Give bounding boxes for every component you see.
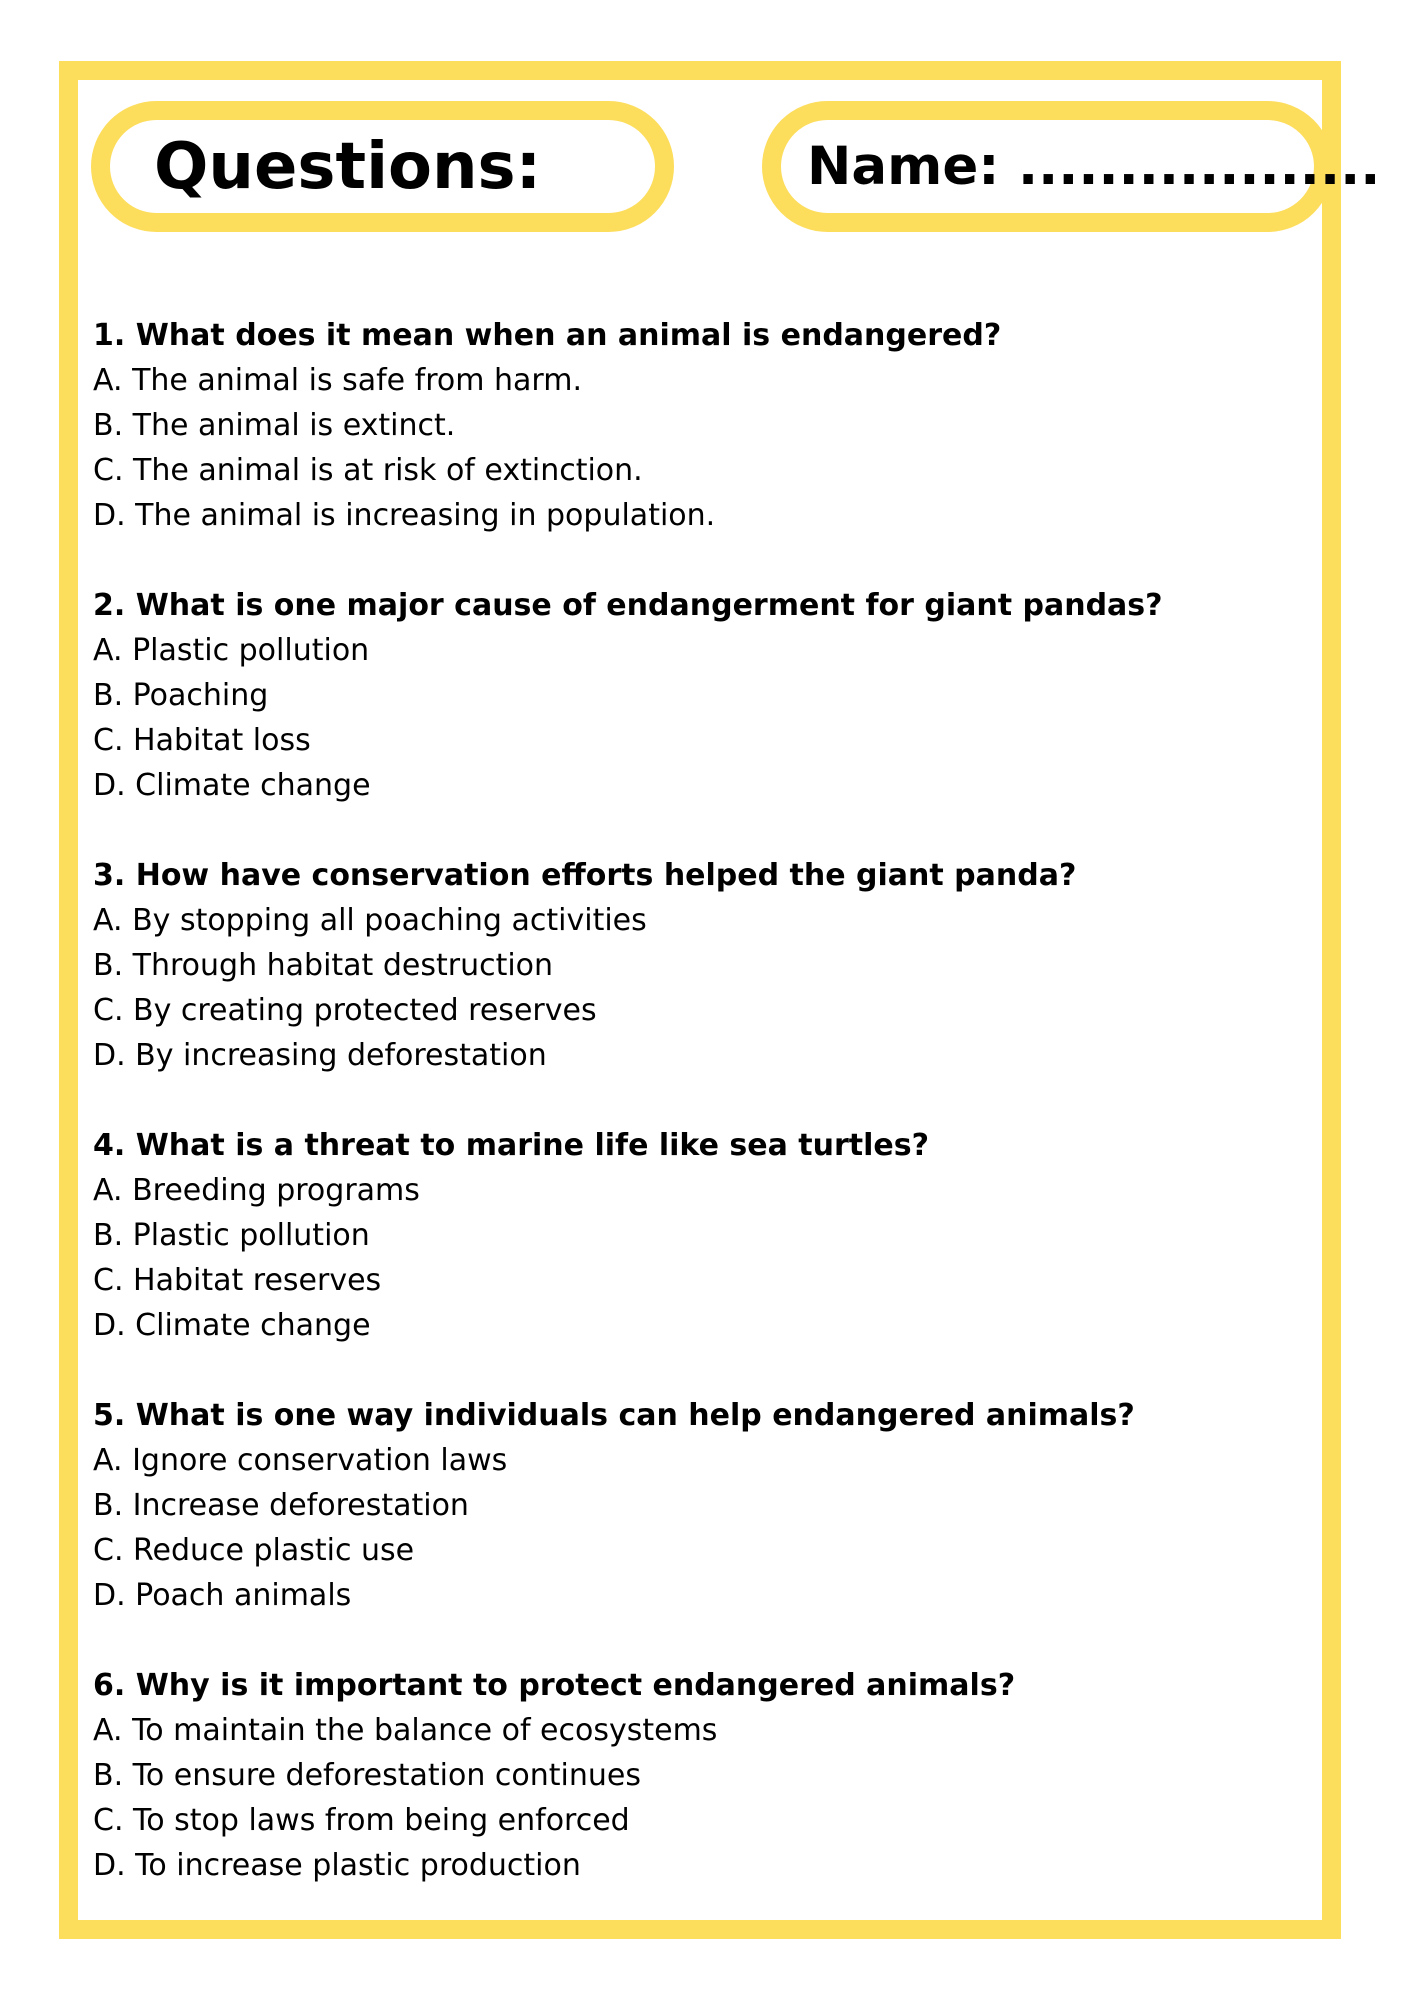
answer-option-b: B. Plastic pollution	[93, 1218, 370, 1253]
answer-option-c: C. By creating protected reserves	[93, 993, 597, 1028]
answer-option-a: A. Plastic pollution	[93, 633, 370, 668]
answer-option-d: D. Poach animals	[93, 1578, 352, 1613]
answer-option-c: C. Reduce plastic use	[93, 1533, 415, 1568]
questions-header-pill	[91, 101, 674, 232]
answer-option-b: B. The animal is extinct.	[93, 408, 456, 443]
answer-option-d: D. By increasing deforestation	[93, 1038, 547, 1073]
answer-option-d: D. Climate change	[93, 1308, 371, 1343]
question-text: 6. Why is it important to protect endangered animals?	[93, 1668, 1016, 1703]
question-text: 5. What is one way individuals can help endangered animals?	[93, 1398, 1135, 1433]
questions-heading: Questions:	[154, 129, 542, 204]
question-5	[93, 1394, 1313, 1618]
name-field-pill[interactable]	[762, 101, 1381, 232]
question-text: 4. What is a threat to marine life like sea turtles?	[93, 1128, 929, 1163]
question-2	[93, 584, 1313, 808]
answer-option-a: A. Ignore conservation laws	[93, 1443, 508, 1478]
answer-option-c: C. Habitat loss	[93, 723, 311, 758]
answer-option-b: B. Through habitat destruction	[93, 948, 554, 983]
question-text: 1. What does it mean when an animal is endangered?	[93, 318, 1002, 353]
answer-option-b: B. Poaching	[93, 678, 269, 713]
answer-option-c: C. The animal is at risk of extinction.	[93, 453, 643, 488]
answer-option-b: B. To ensure deforestation continues	[93, 1758, 641, 1793]
answer-option-a: A. By stopping all poaching activities	[93, 903, 647, 938]
answer-option-a: A. Breeding programs	[93, 1173, 420, 1208]
answer-option-d: D. The animal is increasing in population.	[93, 498, 716, 533]
name-field-label: Name: ..................	[807, 136, 1381, 197]
answer-option-b: B. Increase deforestation	[93, 1488, 469, 1523]
answer-option-a: A. The animal is safe from harm.	[93, 363, 582, 398]
answer-option-a: A. To maintain the balance of ecosystems	[93, 1713, 718, 1748]
question-1	[93, 314, 1313, 538]
question-6	[93, 1664, 1313, 1888]
answer-option-d: D. Climate change	[93, 768, 371, 803]
question-text: 2. What is one major cause of endangerment for giant pandas?	[93, 588, 1163, 623]
question-4	[93, 1124, 1313, 1348]
question-3	[93, 854, 1313, 1078]
question-text: 3. How have conservation efforts helped the giant panda?	[93, 858, 1077, 893]
answer-option-c: C. To stop laws from being enforced	[93, 1803, 630, 1838]
question-list	[93, 314, 1313, 1934]
answer-option-d: D. To increase plastic production	[93, 1848, 581, 1883]
answer-option-c: C. Habitat reserves	[93, 1263, 382, 1298]
